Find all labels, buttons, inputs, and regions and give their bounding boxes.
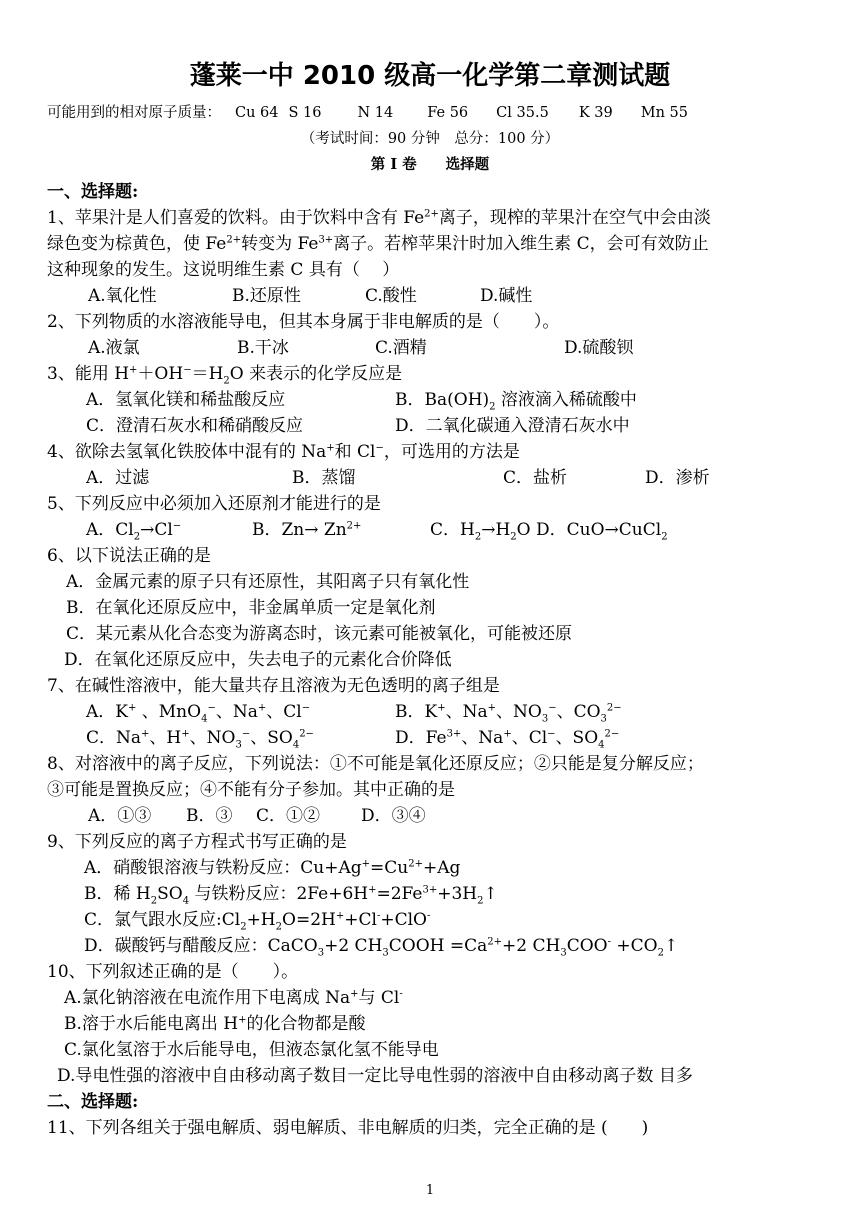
mass-fe: Fe 56 <box>427 105 469 121</box>
q1-line-2: 绿色变为棕黄色，使 $Fe^{2+}$转变为 $Fe^{3+}$离子。若榨苹果汁时加入维生素 C，会可有效防止 <box>47 234 709 254</box>
q8-option-c[interactable]: C．①② <box>256 806 321 826</box>
q5-option-a[interactable]: A．$Cl_2\to Cl^-$ <box>86 520 182 543</box>
q3-option-b[interactable]: B．$Ba(OH)_2$ 溶液滴入稀硫酸中 <box>395 390 637 413</box>
q2-option-a[interactable]: A.液氯 <box>88 338 140 358</box>
q3-option-a[interactable]: A．氢氧化镁和稀盐酸反应 <box>86 390 286 410</box>
volume-heading: 第 I 卷 选择题 <box>370 156 490 173</box>
atomic-masses <box>47 100 688 126</box>
q3-option-c[interactable]: C．澄清石灰水和稀硝酸反应 <box>86 416 304 436</box>
q6-stem: 6、以下说法正确的是 <box>47 546 211 566</box>
q6-option-b[interactable]: B．在氧化还原反应中，非金属单质一定是氧化剂 <box>66 598 436 618</box>
q1-option-c[interactable]: C.酸性 <box>365 286 417 306</box>
q3-stem: 3、能用 $H^++OH^-=H_2O$ 来表示的化学反应是 <box>47 364 403 387</box>
q6-option-c[interactable]: C．某元素从化合态变为游离态时，该元素可能被氧化，可能被还原 <box>66 624 573 644</box>
q1-option-a[interactable]: A.氧化性 <box>88 286 157 306</box>
q10-option-c[interactable]: C.氯化氢溶于水后能导电，但液态氯化氢不能导电 <box>64 1040 439 1060</box>
mass-cu: Cu 64 <box>235 105 279 121</box>
q7-option-a[interactable]: A．K+ 、MnO$_4$−、Na+、Cl− <box>86 702 311 725</box>
q7-option-c[interactable]: C．Na+、H+、$NO_3^-$、$SO_4^{2-}$ <box>86 728 314 751</box>
q1-option-d[interactable]: D.碱性 <box>480 286 533 306</box>
q1-line-1: 1、苹果汁是人们喜爱的饮料。由于饮料中含有 $Fe^{2+}$离子，现榨的苹果汁在空气中会由淡 <box>47 208 711 228</box>
q10-stem: 10、下列叙述正确的是（ ）。 <box>47 962 299 982</box>
q2-stem: 2、下列物质的水溶液能导电，但其本身属于非电解质的是（ ）。 <box>47 312 560 332</box>
q9-option-c[interactable]: C．氯气跟水反应$:Cl_2+H_2O=2H^++Cl^-+ClO^-$ <box>84 910 431 933</box>
q1-option-b[interactable]: B.还原性 <box>232 286 301 306</box>
q6-option-d[interactable]: D．在氧化还原反应中，失去电子的元素化合价降低 <box>64 650 452 670</box>
q9-stem: 9、下列反应的离子方程式书写正确的是 <box>47 832 347 852</box>
section-heading-1: 一、选择题: <box>47 182 139 202</box>
page-number: 1 <box>425 1183 435 1198</box>
q9-option-b[interactable]: B．稀 $H_2SO_4$ 与铁粉反应：$2Fe+6H^+=2Fe^{3+}+3H_2↑$ <box>84 884 498 907</box>
q8-option-d[interactable]: D．③④ <box>361 806 426 826</box>
q3-option-d[interactable]: D．二氧化碳通入澄清石灰水中 <box>395 416 630 436</box>
q4-option-c[interactable]: C．盐析 <box>503 468 568 488</box>
mass-n: N 14 <box>357 105 394 121</box>
mass-k: K 39 <box>578 105 613 121</box>
q5-option-c-d[interactable]: C．$H_2\to H_2O$ D．CuO→CuCl$_2$ <box>430 520 668 543</box>
q8-option-b[interactable]: B．③ <box>186 806 233 826</box>
q7-stem: 7、在碱性溶液中，能大量共存且溶液为无色透明的离子组是 <box>47 676 500 696</box>
q9-option-a[interactable]: A．硝酸银溶液与铁粉反应：$Cu+Ag^+=Cu^{2+}+Ag$ <box>84 858 461 878</box>
q9-option-d[interactable]: D．碳酸钙与醋酸反应：CaCO$_3$+2 $CH_3COOH =Ca^{2+}+2$ $CH_3COO^-$ $+CO_2↑$ <box>84 936 679 959</box>
q8-option-a[interactable]: A．①③ <box>88 806 152 826</box>
q4-option-b[interactable]: B．蒸馏 <box>292 468 356 488</box>
q10-option-b[interactable]: B.溶于水后能电离出 H+的化合物都是酸 <box>64 1014 366 1034</box>
q2-option-b[interactable]: B.干冰 <box>237 338 289 358</box>
q5-option-b[interactable]: B．$Zn\to Zn^{2+}$ <box>252 520 362 540</box>
section-heading-2: 二、选择题: <box>47 1092 139 1112</box>
q5-stem: 5、下列反应中必须加入还原剂才能进行的是 <box>47 494 381 514</box>
q11-stem: 11、下列各组关于强电解质、弱电解质、非电解质的归类，完全正确的是 ( ) <box>47 1118 649 1138</box>
q7-option-b[interactable]: B．K+、Na+、$NO_3^-$、$CO_3^{2-}$ <box>395 702 622 725</box>
q6-option-a[interactable]: A．金属元素的原子只有还原性，其阳离子只有氧化性 <box>66 572 470 592</box>
q2-option-d[interactable]: D.硫酸钡 <box>564 338 634 358</box>
mass-mn: Mn 55 <box>640 105 688 121</box>
q7-option-d[interactable]: D．$Fe^{3+}$、Na+、Cl−、$SO_4^{2-}$ <box>395 728 620 751</box>
q8-line-2: ③可能是置换反应；④不能有分子参加。其中正确的是 <box>47 780 455 800</box>
exam-info: （考试时间：90 分钟 总分：100 分） <box>300 131 560 147</box>
q10-option-d[interactable]: D.导电性强的溶液中自由移动离子数目一定比导电性弱的溶液中自由移动离子数 目多 <box>57 1066 693 1086</box>
page-title: 蓬莱一中 2010 级高一化学第二章测试题 <box>189 61 671 91</box>
q10-option-a[interactable]: A.氯化钠溶液在电流作用下电离成 Na+与 Cl- <box>64 988 403 1008</box>
q1-line-3: 这种现象的发生。这说明维生素 C 具有（ ） <box>47 260 400 280</box>
q4-option-d[interactable]: D．渗析 <box>645 468 710 488</box>
q2-option-c[interactable]: C.酒精 <box>375 338 427 358</box>
q8-line-1: 8、对溶液中的离子反应，下列说法：①不可能是氧化还原反应；②只能是复分解反应； <box>47 754 704 774</box>
masses-label: 可能用到的相对原子质量： <box>47 105 221 121</box>
mass-s: S 16 <box>288 105 322 121</box>
mass-cl: Cl 35.5 <box>496 105 549 121</box>
q4-option-a[interactable]: A．过滤 <box>86 468 150 488</box>
q4-stem: 4、欲除去氢氧化铁胶体中混有的 Na+和 Cl−，可选用的方法是 <box>47 442 520 462</box>
